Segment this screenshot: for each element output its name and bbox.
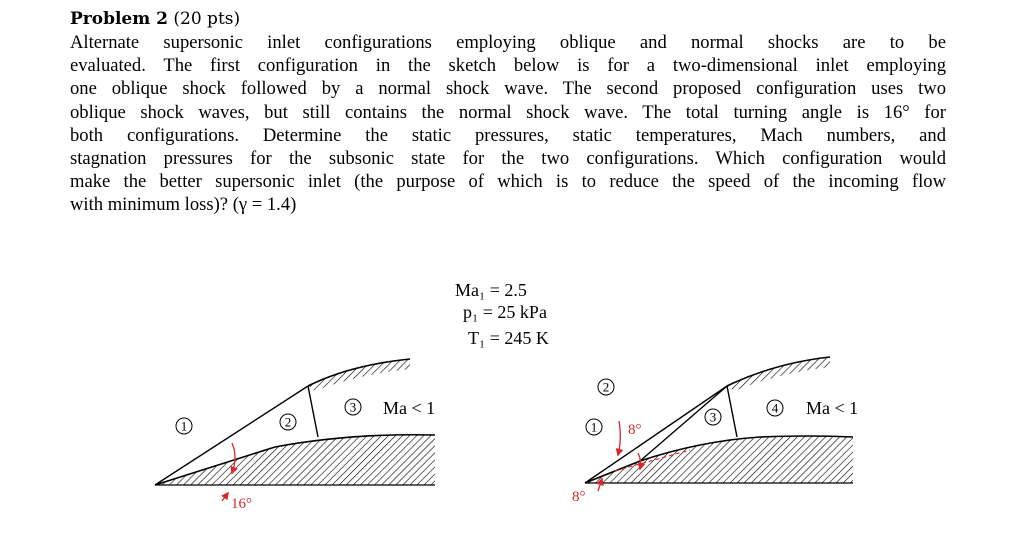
- statement-line: with minimum loss)? (γ = 1.4): [70, 194, 297, 216]
- ramp-body-2: [585, 436, 853, 483]
- problem-statement: [70, 31, 946, 217]
- angle-arc-2a: [618, 421, 620, 455]
- problem-points: (20 pts): [173, 9, 241, 29]
- state-4-label: 4: [771, 400, 779, 416]
- inlet-sketch: [0, 265, 1024, 550]
- state-2-label: 2: [602, 379, 610, 395]
- state-2-label: 2: [284, 414, 292, 430]
- angle-label-wedge-8: 8°: [572, 489, 586, 505]
- statement-line: oblique shock waves, but still contains the normal shock wave. The total turning angle is 16° for: [70, 101, 946, 123]
- normal-shock-2: [727, 386, 737, 437]
- configuration-2: [572, 357, 858, 505]
- freestream-temperature: T₁ = 245 K: [468, 328, 549, 348]
- state-1-label: 1: [180, 418, 188, 434]
- state-3-label: 3: [349, 399, 357, 415]
- state-3-label: 3: [709, 409, 717, 425]
- statement-line: Alternate supersonic inlet configurations employing oblique and normal shocks are to be: [70, 32, 946, 53]
- freestream-pressure: p₁ = 25 kPa: [463, 302, 547, 322]
- subsonic-mach-2: Ma < 1: [806, 398, 859, 418]
- normal-shock-1: [308, 386, 318, 437]
- statement-line: evaluated. The first configuration in the sketch below is for a two-dimensional inlet employing: [70, 55, 946, 77]
- statement-line: both configurations. Determine the static pressures, static temperatures, Mach numbers, and: [70, 124, 946, 146]
- problem-heading: [70, 8, 946, 30]
- statement-line: stagnation pressures for the subsonic state for the two configurations. Which configuration would: [70, 148, 946, 170]
- angle-label-16: 16°: [231, 496, 252, 512]
- configuration-1: [155, 359, 435, 512]
- problem-text: [70, 8, 946, 217]
- subsonic-mach-1: Ma < 1: [383, 398, 436, 418]
- freestream-mach: Ma₁ = 2.5: [455, 280, 527, 300]
- statement-line: make the better supersonic inlet (the purpose of which is to reduce the speed of the incoming flow: [70, 171, 946, 193]
- cowl-2: [727, 357, 830, 391]
- statement-line: one oblique shock followed by a normal shock wave. The second proposed configuration uses two: [70, 78, 946, 100]
- angle-label-shock-8: 8°: [628, 422, 642, 438]
- ramp-body-1: [155, 435, 435, 485]
- cowl-1: [308, 359, 410, 391]
- state-1-label: 1: [590, 419, 598, 435]
- angle-pointer-1: [222, 493, 228, 501]
- problem-title: Problem 2: [70, 9, 168, 29]
